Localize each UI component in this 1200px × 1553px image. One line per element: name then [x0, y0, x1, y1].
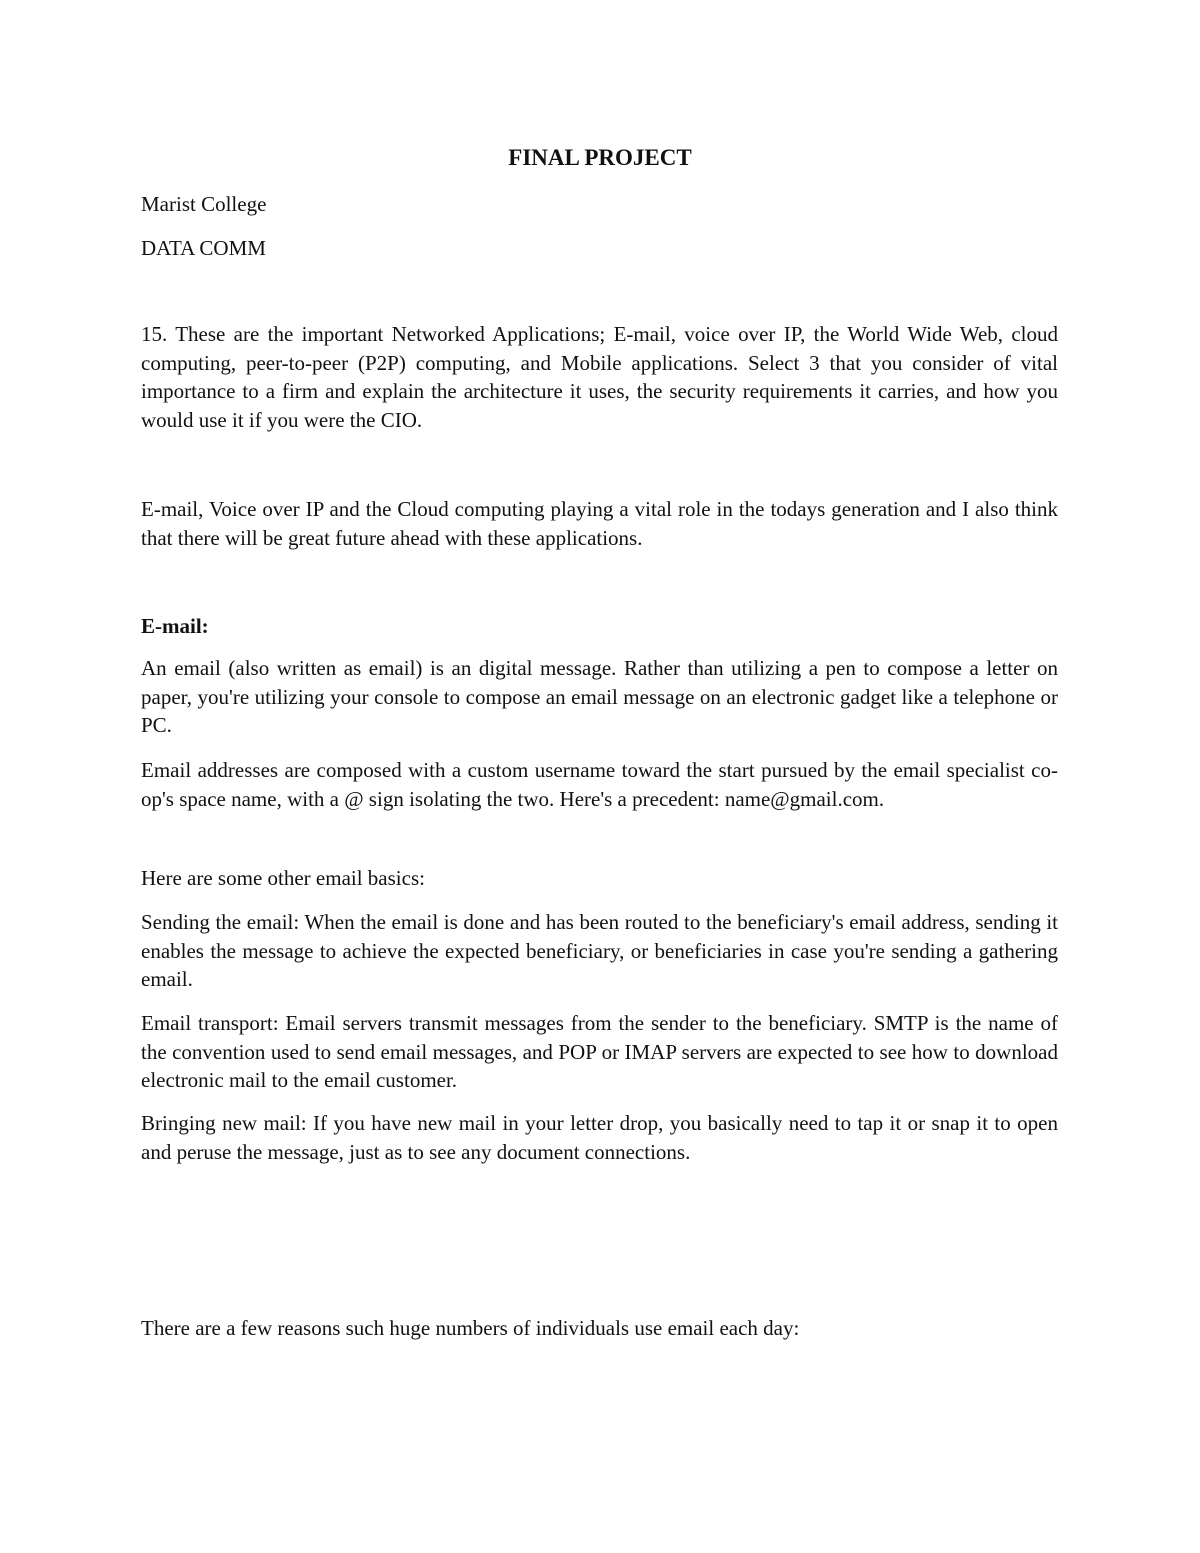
document-title: FINAL PROJECT — [508, 145, 692, 170]
course-line: DATA COMM — [141, 236, 266, 260]
email-paragraph-definition: An email (also written as email) is an digital message. Rather than utilizing a pen to compose a letter on paper, you're utilizing your console to compose an email message on an electronic gadget like a telephone or PC. — [141, 656, 1058, 737]
institution-line: Marist College — [141, 192, 267, 216]
email-heading: E-mail: — [141, 614, 209, 638]
question-paragraph: 15. These are the important Networked Applications; E-mail, voice over IP, the World Wide Web, cloud computing, peer-to-peer (P2P) computing, and Mobile applications. Select 3 that you consider of vital importance to a firm and explain the architecture it uses, the security requirements it carries, and how you would use it if you were the CIO. — [141, 322, 1058, 432]
intro-paragraph: E-mail, Voice over IP and the Cloud computing playing a vital role in the todays generation and I also think that there will be great future ahead with these applications. — [141, 497, 1058, 550]
email-paragraph-sending: Sending the email: When the email is done and has been routed to the beneficiary's email address, sending it enables the message to achieve the expected beneficiary, or beneficiaries in case you're sending a gathering email. — [141, 910, 1058, 991]
email-paragraph-transport: Email transport: Email servers transmit messages from the sender to the beneficiary. SMTP is the name of the convention used to send email messages, and POP or IMAP servers are expected to see how to download electronic mail to the email customer. — [141, 1011, 1058, 1092]
email-paragraph-basics-intro: Here are some other email basics: — [141, 866, 425, 890]
email-paragraph-new-mail: Bringing new mail: If you have new mail in your letter drop, you basically need to tap it or snap it to open and peruse the message, just as to see any document connections. — [141, 1111, 1058, 1164]
email-paragraph-addresses: Email addresses are composed with a custom username toward the start pursued by the email specialist co-op's space name, with a @ sign isolating the two. Here's a precedent: name@gmail.com. — [141, 758, 1058, 811]
email-closing-line: There are a few reasons such huge numbers of individuals use email each day: — [141, 1316, 800, 1340]
